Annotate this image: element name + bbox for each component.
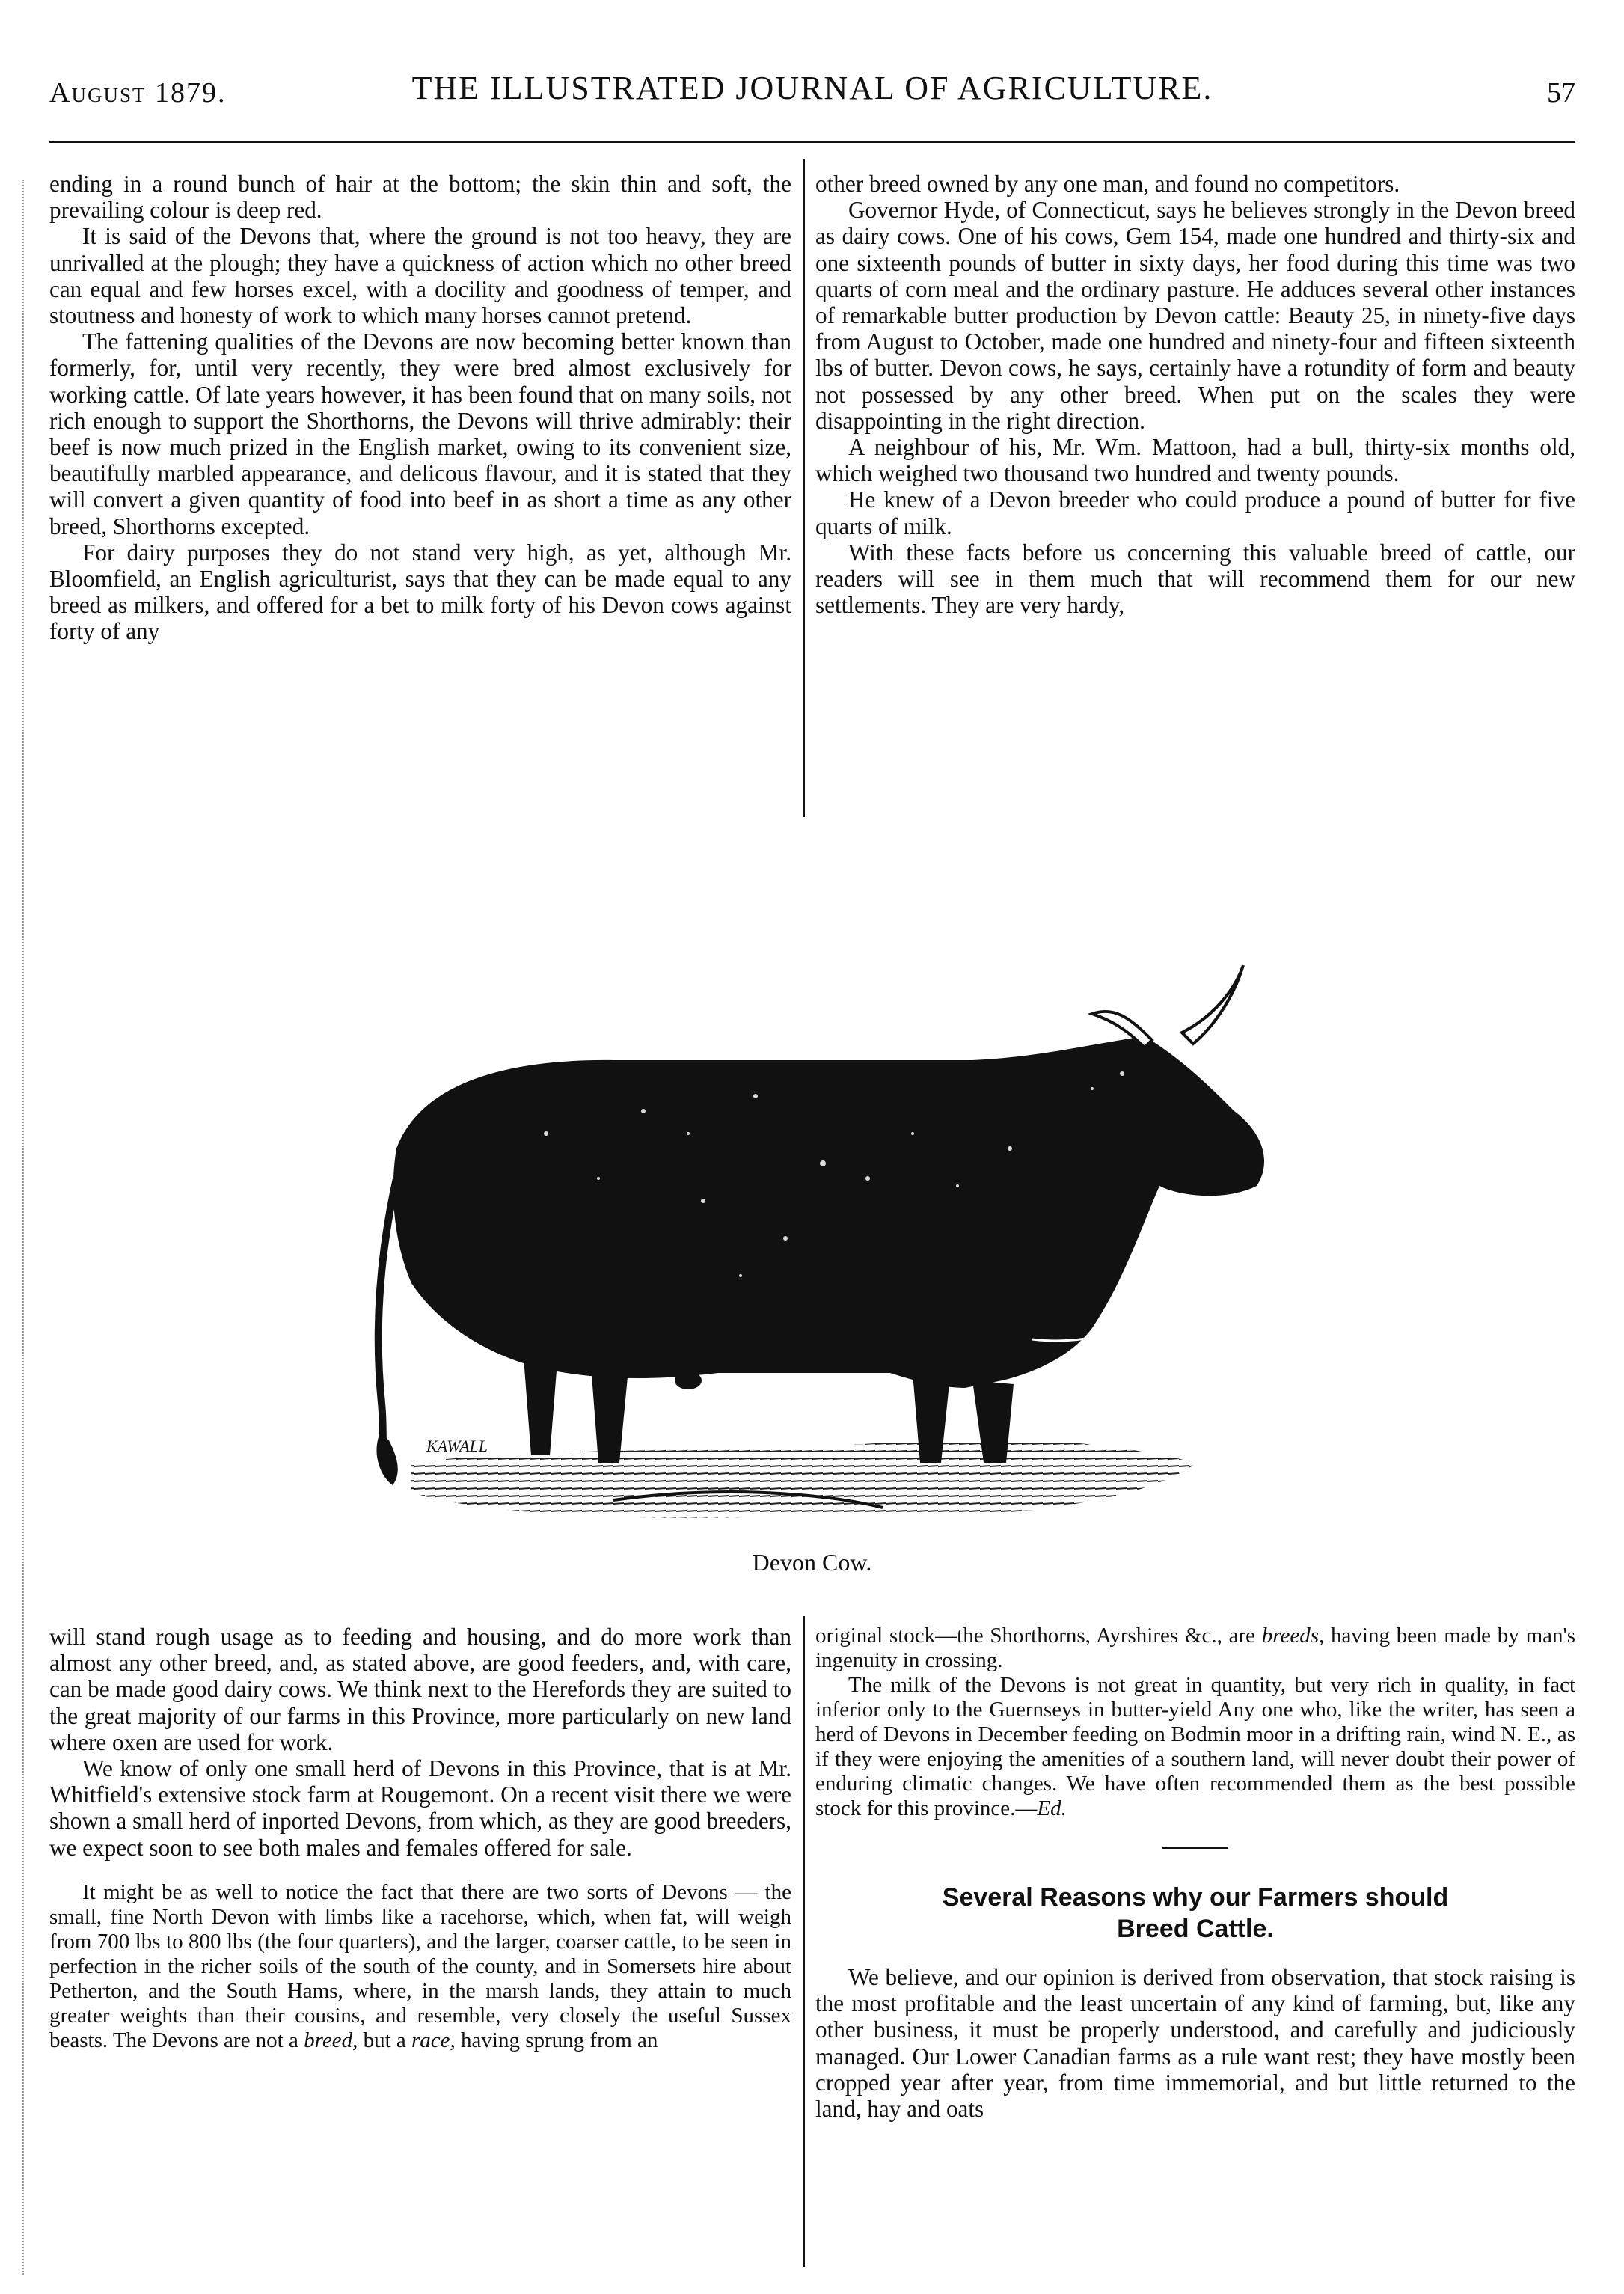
lower-left-column <box>49 1624 791 2053</box>
note-text: The milk of the Devons is not great in quantity, but very rich in quality, in fact inferior only to the Guernseys in butter-yield Any one who, like the writer, has seen a herd of Devons in December feeding on Bodmin moor in a drifting rain, wind N. E., as if they were enjoying the amenities of a southern land, will never doubt their power of enduring climatic changes. We have often recommended them as the best possible stock for this province.— <box>815 1673 1575 1820</box>
column-divider <box>803 1616 805 2267</box>
paragraph: He knew of a Devon breeder who could produce a pound of butter for five quarts of milk. <box>815 486 1575 539</box>
paragraph: We believe, and our opinion is derived from observation, that stock raising is the most profitable and the least uncertain of any kind of farming, but, like any other business, it must be properly understood, and carefully and judiciously managed. Our Lower Canadian farms as a rule want rest; they have mostly been cropped year after year, from time immemorial, and but little returned to the land, hay and oats <box>815 1964 1575 2123</box>
emphasis-breed: breed, <box>304 2028 358 2052</box>
devon-cow-illustration <box>299 864 1361 1590</box>
section-heading <box>815 1882 1575 1945</box>
header-date: August 1879. <box>49 77 227 108</box>
upper-right-column <box>815 171 1575 618</box>
emphasis-breeds: breeds, <box>1261 1624 1325 1648</box>
paragraph: ending in a round bunch of hair at the bottom; the skin thin and soft, the prevailing colour is deep red. <box>49 171 791 224</box>
journal-title: THE ILLUSTRATED JOURNAL OF AGRICULTURE. <box>411 70 1213 106</box>
header-rule <box>49 141 1575 143</box>
note-text: original stock—the Shorthorns, Ayrshires &c., are <box>815 1624 1256 1648</box>
emphasis-race: race, <box>411 2028 456 2052</box>
upper-left-column <box>49 171 791 645</box>
editor-signature: Ed. <box>1037 1796 1067 1820</box>
page-header <box>49 69 1575 114</box>
note-text: having sprung from an <box>461 2028 658 2052</box>
paragraph: It is said of the Devons that, where the ground is not too heavy, they are unrivalled at the plough; they have a quickness of action which no other breed can equal and few horses excel, with a docility and goodness of temper, and stoutness and honesty of work to which many horses cannot pretend. <box>49 223 791 329</box>
lower-right-column <box>815 1624 1575 2122</box>
section-heading-line: Several Reasons why our Farmers should <box>942 1883 1449 1912</box>
note-paragraph <box>49 1880 791 2053</box>
note-paragraph <box>815 1673 1575 1821</box>
scan-margin-marks <box>22 180 28 2275</box>
engraver-signature: KAWALL <box>426 1437 488 1455</box>
note-text: having been made by man's ingenuity in crossing. <box>815 1624 1576 1672</box>
section-rule <box>1162 1847 1228 1849</box>
paragraph: Governor Hyde, of Connecticut, says he believes strongly in the Devon breed as dairy cows. One of his cows, Gem 154, made one hundred and thirty-six and one sixteenth pounds of butter in sixty days, her food during this time was two quarts of corn meal and the ordinary pasture. He adduces several other instances of remarkable butter production by Devon cattle: Beauty 25, in ninety-five days from August to October, made one hundred and ninety-four and fifteen sixteenth lbs of butter. Devon cows, he says, certainly have a rotundity of form and beauty not possessed by any other breed. When put on the scales they were disappointing in the right direction. <box>815 197 1575 434</box>
paragraph: For dairy purposes they do not stand very high, as yet, although Mr. Bloomfield, an English agriculturist, says that they can be made equal to any breed as milkers, and offered for a bet to milk forty of his Devon cows against forty of any <box>49 539 791 645</box>
paragraph: With these facts before us concerning this valuable breed of cattle, our readers will see in them much that will recommend them for our new settlements. They are very hardy, <box>815 539 1575 619</box>
note-paragraph <box>815 1624 1575 1673</box>
paragraph: The fattening qualities of the Devons are now becoming better known than formerly, for, until very recently, they were bred almost exclusively for working cattle. Of late years however, it has been found that on many soils, not rich enough to support the Shorthorns, the Devons will thrive admirably: their beef is now much prized in the English market, owing to its convenient size, beautifully marbled appearance, and delicous flavour, and it is stated that they will convert a given quantity of food into beef in as short a time as any other breed, Shorthorns excepted. <box>49 328 791 539</box>
paragraph: other breed owned by any one man, and found no competitors. <box>815 171 1400 197</box>
page-number: 57 <box>1547 77 1575 108</box>
figure-caption: Devon Cow. <box>752 1549 872 1576</box>
note-text: It might be as well to notice the fact that there are two sorts of Devons — the small, fine North Devon with limbs like a racehorse, which, when fat, will weigh from 700 lbs to 800 lbs (the four quarters), and the larger, coarser cattle, to be seen in perfection in the richer soils of the south of the county, and in Somersets hire about Petherton, and the South Hams, where, in the marsh lands, they attain to much greater weights than their cousins, and resemble, very closely the useful Sussex beasts. The Devons are not a <box>49 1879 791 2052</box>
note-text: but a <box>363 2028 406 2052</box>
paragraph: will stand rough usage as to feeding and housing, and do more work than almost any other breed, and, as stated above, are good feeders, and, with care, can be made good dairy cows. We think next to the Herefords they are suited to the great majority of our farms in this Province, more particularly on new land where oxen are used for work. <box>49 1624 791 1755</box>
section-heading-line: Breed Cattle. <box>1117 1915 1274 1943</box>
paragraph: A neighbour of his, Mr. Wm. Mattoon, had a bull, thirty-six months old, which weighed two thousand two hundred and twenty pounds. <box>815 434 1575 487</box>
paragraph: We know of only one small herd of Devons in this Province, that is at Mr. Whitfield's extensive stock farm at Rougemont. On a recent visit there we were shown a small herd of inported Devons, from which, as they are good breeders, we expect soon to see both males and females offered for sale. <box>49 1755 791 1861</box>
column-divider <box>803 159 805 817</box>
